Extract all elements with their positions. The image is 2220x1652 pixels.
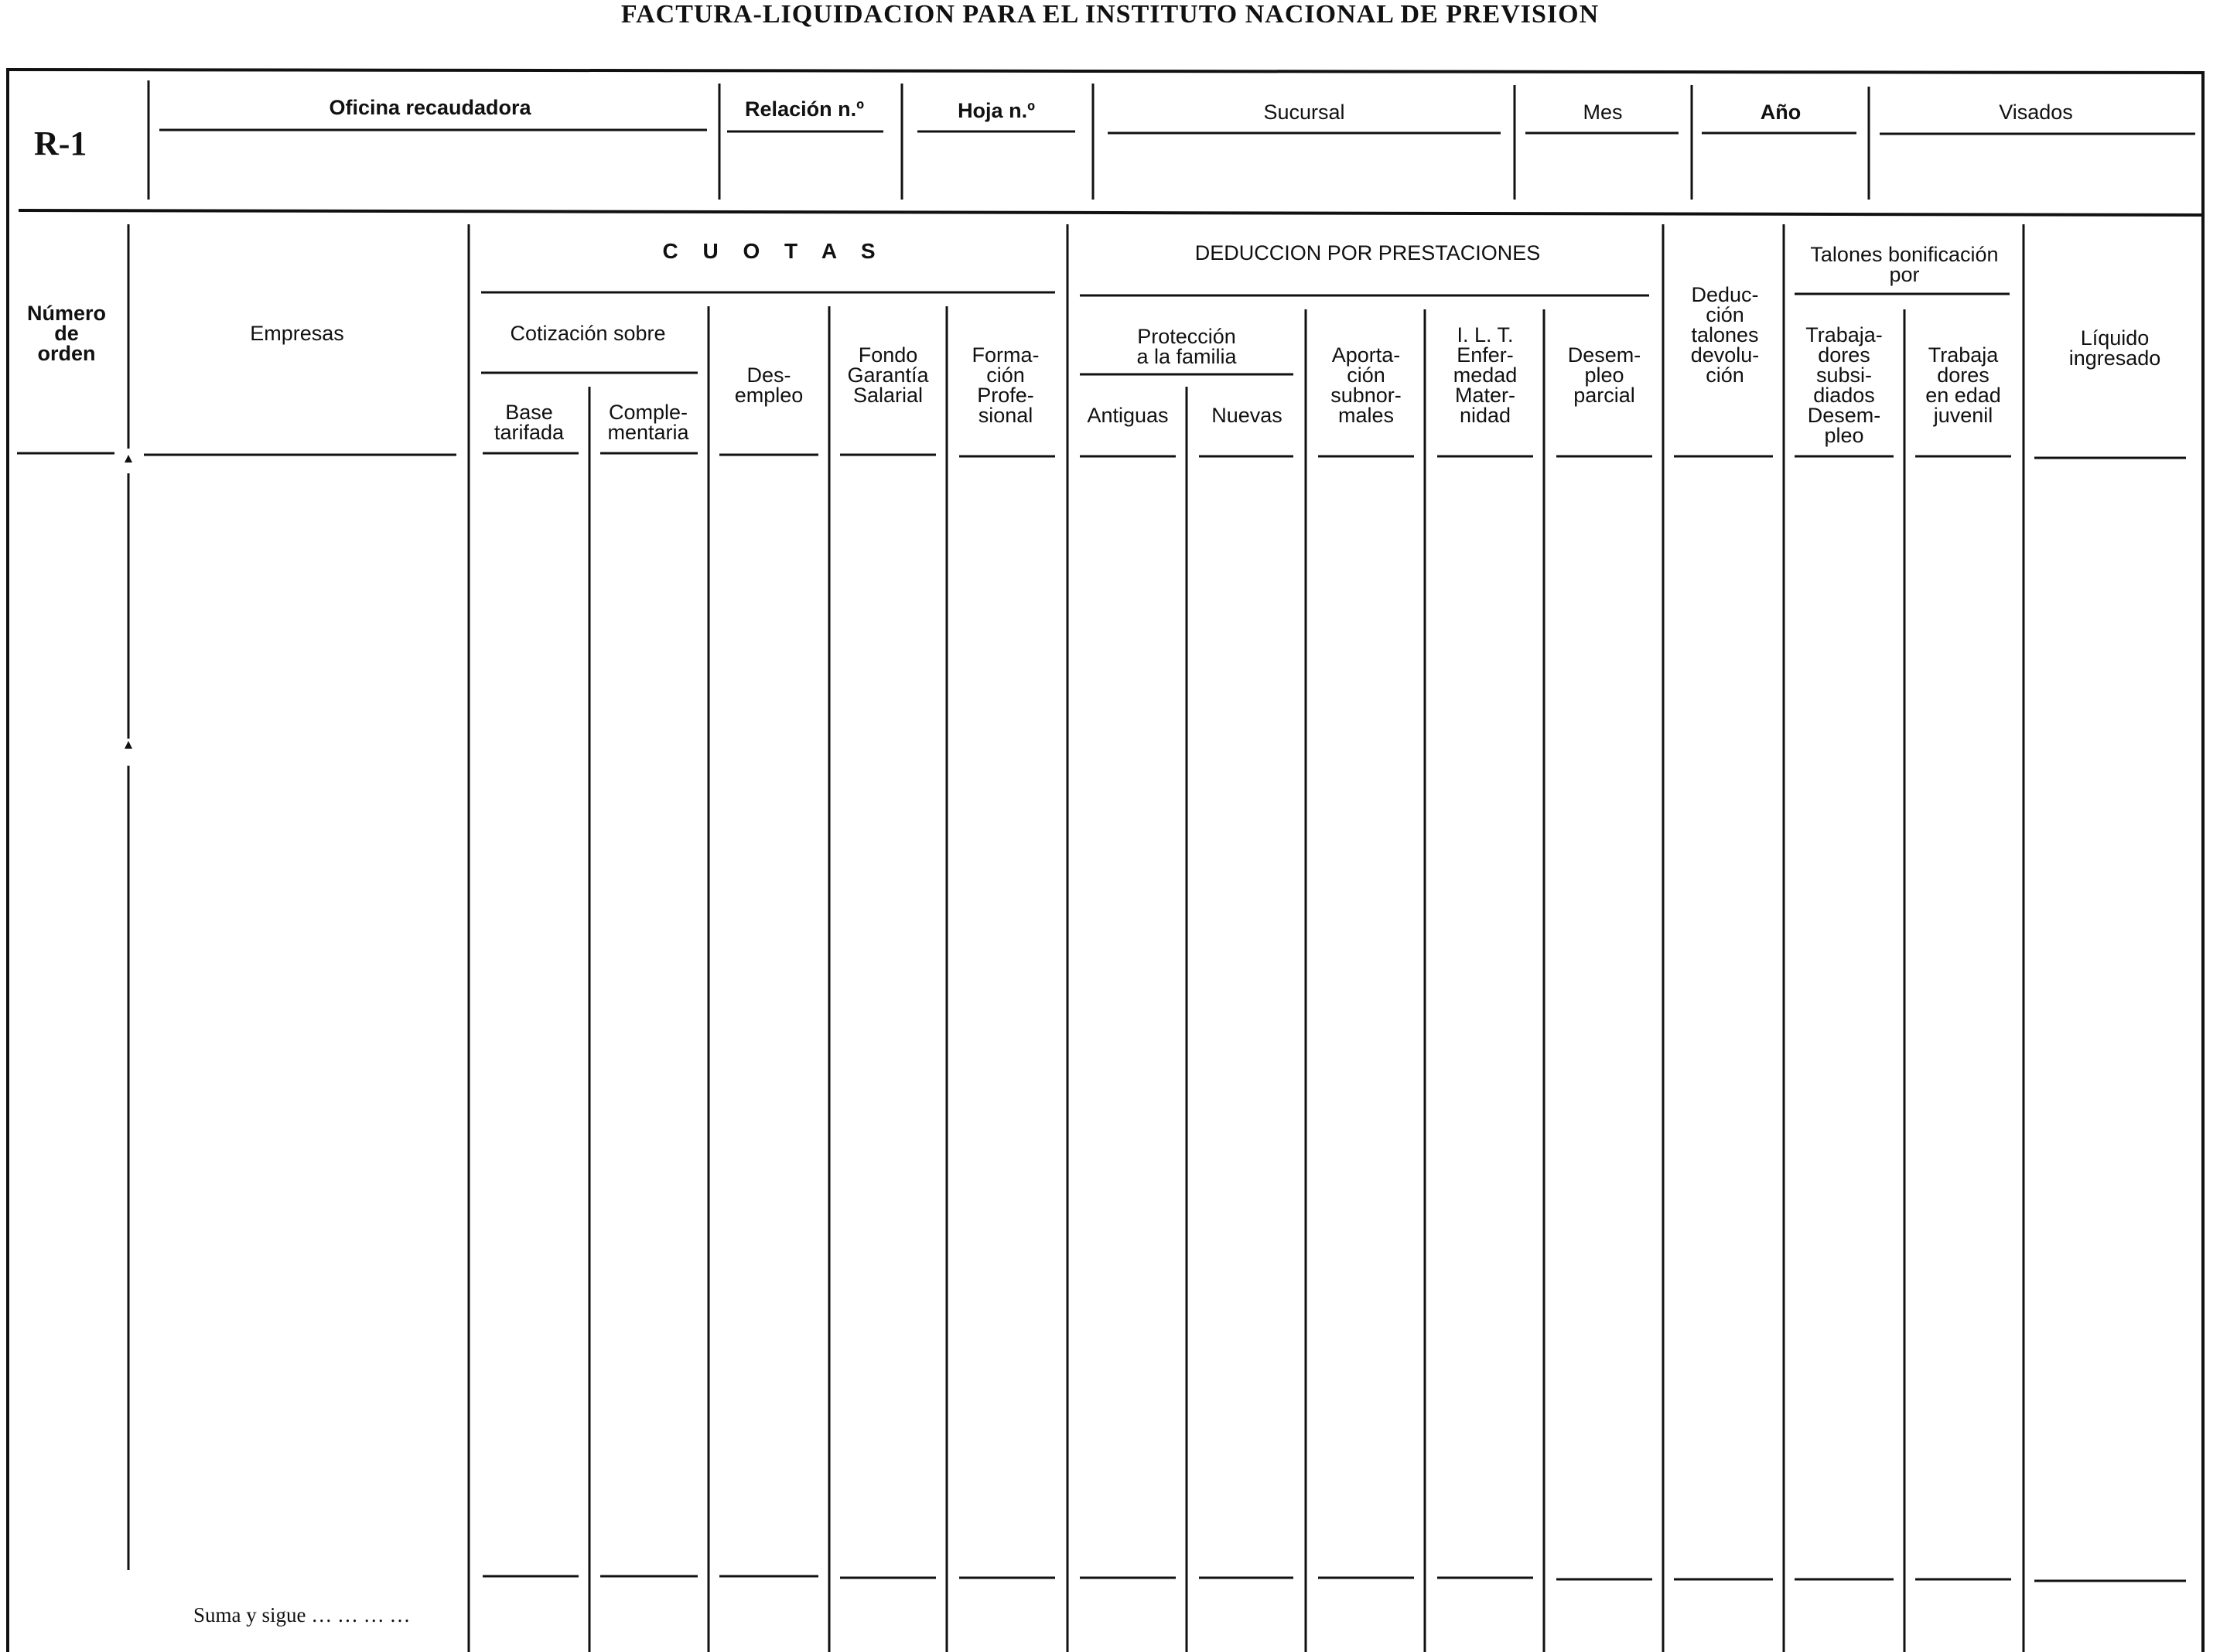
desempleo-header: Des- empleo [734, 364, 804, 407]
anio-label: Año [1760, 101, 1802, 124]
antiguas-header: Antiguas [1087, 404, 1169, 427]
mes-label: Mes [1583, 101, 1623, 124]
liquido-ingresado-header: Líquido ingresado [2068, 326, 2161, 370]
trabajadores-juvenil-header: Trabaja dores en edad juvenil [1925, 343, 2001, 427]
cuotas-header: C U O T A S [662, 239, 885, 263]
desempleo-parcial-header: Desem- pleo parcial [1567, 343, 1641, 407]
relacion-label: Relación n.º [745, 97, 864, 121]
complementaria-header: Comple- mentaria [607, 401, 689, 444]
formacion-profesional-header: Forma- ción Profe- sional [972, 343, 1040, 427]
cotizacion-sobre-header: Cotización sobre [510, 322, 666, 345]
form-code: R-1 [34, 125, 87, 162]
suma-y-sigue-label: Suma y sigue … … … … [193, 1603, 411, 1626]
aportacion-subnormales-header: Aporta- ción subnor- males [1330, 343, 1402, 427]
oficina-recaudadora-label: Oficina recaudadora [329, 96, 531, 119]
ilt-header: I. L. T. Enfer- medad Mater- nidad [1453, 323, 1518, 427]
empresas-header: Empresas [250, 322, 344, 345]
nuevas-header: Nuevas [1211, 404, 1282, 427]
fondo-garantia-header: Fondo Garantía Salarial [847, 343, 929, 407]
deduccion-prestaciones-header: DEDUCCION POR PRESTACIONES [1194, 241, 1541, 265]
talones-bonificacion-header: Talones bonificación por [1810, 243, 1999, 286]
hoja-label: Hoja n.º [958, 99, 1035, 122]
proteccion-familia-header: Protección a la familia [1136, 325, 1237, 368]
base-tarifada-header: Base tarifada [494, 401, 565, 444]
document-title: FACTURA-LIQUIDACION PARA EL INSTITUTO NACIONAL DE PREVISION [620, 0, 1600, 29]
deduccion-talones-header: Deduc- ción talones devolu- ción [1690, 283, 1760, 387]
numero-orden-header: Número de orden [26, 302, 107, 365]
visados-label: Visados [1999, 101, 2073, 124]
trabajadores-subsidiados-header: Trabaja- dores subsi- diados Desem- pleo [1805, 323, 1883, 447]
sucursal-label: Sucursal [1263, 101, 1345, 124]
